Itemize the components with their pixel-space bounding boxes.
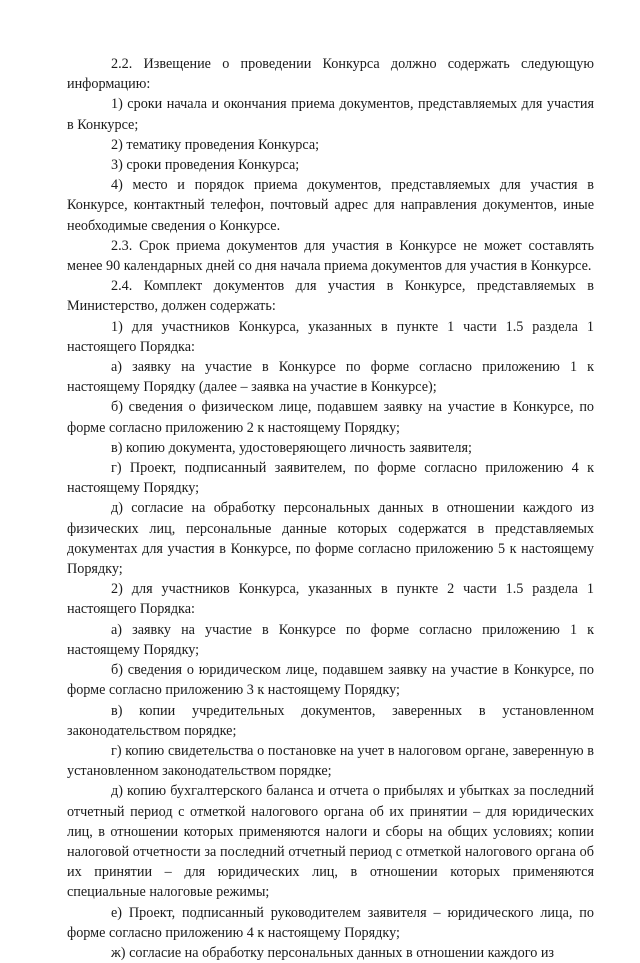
paragraph-2-4-1-a: а) заявку на участие в Конкурсе по форме согласно приложению 1 к настоящему Порядку (далее – заявка на участие в Конкурсе);	[67, 359, 594, 396]
paragraph-2-4-item-2: 2) для участников Конкурса, указанных в пункте 2 части 1.5 раздела 1 настоящего Порядка:	[67, 581, 594, 618]
paragraph-2-2-item-1: 1) сроки начала и окончания приема документов, представляемых для участия в Конкурсе;	[67, 96, 594, 133]
paragraph-2-4-item-1: 1) для участников Конкурса, указанных в пункте 1 части 1.5 раздела 1 настоящего Порядка:	[67, 318, 594, 355]
paragraph-2-4: 2.4. Комплект документов для участия в Конкурсе, представляемых в Министерство, должен содержать:	[67, 278, 594, 315]
paragraph-2-2-item-2: 2) тематику проведения Конкурса;	[111, 136, 320, 153]
paragraph-2-4-2-zh: ж) согласие на обработку персональных данных в отношении каждого из	[111, 944, 555, 961]
paragraph-2-4-1-v: в) копию документа, удостоверяющего личность заявителя;	[111, 439, 472, 456]
paragraph-2-4-1-d: д) согласие на обработку персональных данных в отношении каждого из физических лиц, персональные данные которых содержатся в представляемых документах для участия в Конкурсе, по форме согласно приложению 5 к настоящему Порядку;	[67, 500, 594, 578]
paragraph-2-4-2-e: е) Проект, подписанный руководителем заявителя – юридического лица, по форме согласно приложению 4 к настоящему Порядку;	[67, 904, 594, 941]
paragraph-2-4-2-v: в) копии учредительных документов, заверенных в установленном законодательством порядке;	[67, 702, 594, 739]
paragraph-2-2-item-3: 3) сроки проведения Конкурса;	[111, 157, 300, 174]
paragraph-2-4-2-b: б) сведения о юридическом лице, подавшем заявку на участие в Конкурсе, по форме согласно приложению 3 к настоящему Порядку;	[67, 662, 594, 699]
paragraph-2-3: 2.3. Срок приема документов для участия в Конкурсе не может составлять менее 90 календарных дней со дня начала приема документов для участия в Конкурсе.	[67, 237, 594, 275]
paragraph-2-4-2-d: д) копию бухгалтерского баланса и отчета о прибылях и убытках за последний отчетный период с отметкой налогового органа об их принятии – для юридических лиц, в отношении которых применяются налоги и сборы на общих условиях; копии налоговой отчетности за последний отчетный период с отметкой налогового органа об их принятии – для юридических лиц, в отношении которых применяются специальные налоговые режимы;	[67, 783, 594, 901]
paragraph-2-2-item-4: 4) место и порядок приема документов, представляемых для участия в Конкурсе, контактный телефон, почтовый адрес для направления документов, иные необходимые сведения о Конкурсе.	[67, 177, 594, 234]
paragraph-2-4-2-g: г) копию свидетельства о постановке на учет в налоговом органе, заверенную в установленном законодательством порядке;	[67, 742, 594, 780]
paragraph-2-2: 2.2. Извещение о проведении Конкурса должно содержать следующую информацию:	[67, 56, 594, 93]
paragraph-2-4-1-b: б) сведения о физическом лице, подавшем заявку на участие в Конкурсе, по форме согласно приложению 2 к настоящему Порядку;	[67, 399, 594, 436]
paragraph-2-4-1-g: г) Проект, подписанный заявителем, по форме согласно приложению 4 к настоящему Порядку;	[67, 460, 594, 497]
paragraph-2-4-2-a: а) заявку на участие в Конкурсе по форме согласно приложению 1 к настоящему Порядку;	[67, 621, 594, 658]
